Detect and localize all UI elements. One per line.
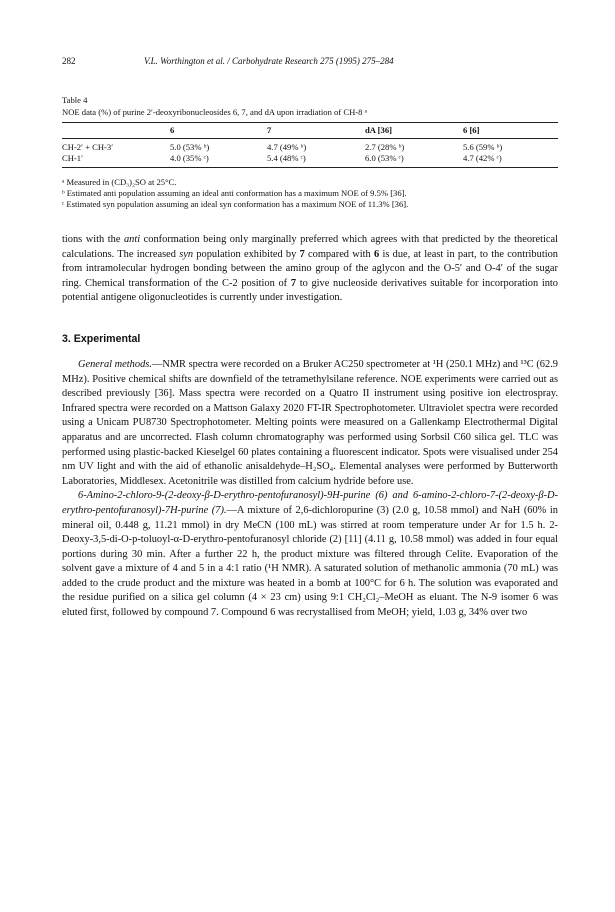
- table-footnotes: [62, 177, 558, 210]
- continuation-paragraph: [62, 233, 558, 306]
- table-cell: 2.7 (28% ᵇ): [365, 142, 405, 152]
- col-header-6-ref: 6 [6]: [463, 125, 480, 135]
- footnote-c: ᶜ Estimated syn population assuming an ideal syn conformation has a maximum NOE of 11.3% [36].: [62, 199, 409, 209]
- col-header-da: dA [36]: [365, 125, 392, 135]
- text-run: compared with: [304, 248, 374, 260]
- running-title: V.L. Worthington et al. / Carbohydrate Research 275 (1995) 275–284: [144, 56, 394, 66]
- table-cell: 5.6 (59% ᵇ): [463, 142, 503, 152]
- synthesis-paragraph: [62, 489, 558, 620]
- text-run: to give nucleoside derivatives suitable for incorporation into potential antigene oligonucleotides is currently under investigation.: [62, 277, 558, 304]
- table-cell: 6.0 (53% ᶜ): [365, 153, 404, 163]
- table-header-row: [62, 123, 558, 139]
- col-header-6: 6: [170, 125, 175, 135]
- section-heading: 3. Experimental: [62, 332, 141, 345]
- synthesis-body: —A mixture of 2,6-dichloropurine (3) (2.0 g, 10.58 mmol) and NaH (60% in mineral oil, 0.448 g, 11.21 mmol) in dry MeCN (100 mL) was stirred at room temperature under Ar for 1.5 h. 2-Deoxy-3,5-di-O-p-toluoyl-α-D-erythro-pentofuranosyl chloride (2) [11] (4.11 g, 10.58 mmol) was added in four equal portions during 30 min. After a further 22 h, the product mixture was filtered through Celite. Evaporation of the solvent gave a mixture of 4 and 5 in a 4:1 ratio (¹H NMR). A saturated solution of methanolic ammonia (70 mL) was added to the crude product and the mixture was heated in a bomb at 100°C for 6 h. The solution was evaporated and the residue purified on a silica gel column (4 × 23 cm) using 9:1 CH₂Cl₂–MeOH as eluant. The N-9 isomer 6 was eluted first, followed by compound 7. Compound 6 was recrystallised from MeOH; yield, 1.03 g, 34% over two: [62, 504, 558, 619]
- compound-ref: 6: [374, 248, 380, 260]
- table-label: Table 4: [62, 95, 88, 105]
- text-run: population exhibited by: [193, 248, 300, 260]
- text-run: tions with the: [62, 234, 124, 245]
- text-run-italic: syn: [179, 248, 194, 260]
- general-methods-title: General methods.: [78, 358, 152, 370]
- table-cell: 4.0 (35% ᶜ): [170, 153, 209, 163]
- compound-ref: 7: [299, 248, 305, 260]
- text-run-italic: anti: [123, 234, 141, 245]
- table-cell: 5.0 (53% ᵇ): [170, 142, 210, 152]
- general-methods-paragraph: [62, 358, 558, 489]
- text-run: is due, at least in part, to the contribution from intramolecular hydrogen bonding between the amino group of the aglycon and the O-5′ and O-4′ of the sugar ring. Chemical transformation of the C-2 position of: [62, 248, 558, 289]
- general-methods-body: —NMR spectra were recorded on a Bruker AC250 spectrometer at ¹H (250.1 MHz) and ¹³C (62.9 MHz). Positive chemical shifts are downfield of the tetramethylsilane reference. NOE experiments were carried out as described previously [36]. Mass spectra were recorded on a Quatro II instrument using positive ion electrospray. Infrared spectra were recorded on a Mattson Galaxy 2020 FT-IR Spectrophotometer. Ultraviolet spectra were recorded using a Unicam PU8730 Spectrophotometer. Melting points were measured on a Gallenkamp Electrothermal Digital apparatus and are uncorrected. Flash column chromatography was performed using Sorbsil C60 silica gel. TLC was performed using plastic-backed Kieselgel 60 plates containing a fluorescent indicator. Spots were visualised under 254 nm UV light and with the aid of ethanolic anisaldehyde–H₂SO₄. Elemental analyses were performed by Butterworth Laboratories, Middlesex. Acetonitrile was distilled from calcium hydride before use.: [62, 358, 558, 487]
- table-caption: NOE data (%) of purine 2′-deoxyribonucleosides 6, 7, and dA upon irradiation of CH-8 ᵃ: [62, 107, 367, 117]
- noe-table: [62, 122, 558, 168]
- journal-page: [62, 56, 558, 621]
- col-header-7: 7: [267, 125, 272, 135]
- table-row: [62, 139, 558, 154]
- running-header: [62, 56, 558, 70]
- table-cell: CH-1′: [62, 153, 83, 163]
- footnote-b: ᵇ Estimated anti population assuming an ideal anti conformation has a maximum NOE of 9.5% [36].: [62, 188, 407, 198]
- footnote-a: ᵃ Measured in (CD₃)₂SO at 25°C.: [62, 177, 177, 187]
- table-cell: 4.7 (49% ᵇ): [267, 142, 307, 152]
- compound-ref: 7: [290, 277, 297, 289]
- page-number: 282: [62, 56, 76, 66]
- table-cell: 4.7 (42% ᶜ): [463, 153, 502, 163]
- table-row: [62, 153, 558, 168]
- table-4: [62, 95, 558, 210]
- text-run: conformation being only marginally preferred which agrees with that predicted by the theoretical calculations. The increased: [62, 234, 559, 260]
- table-cell: CH-2′ + CH-3′: [62, 142, 114, 152]
- synthesis-title: 6-Amino-2-chloro-9-(2-deoxy-β-D-erythro-pentofuranosyl)-9H-purine (6) and 6-amino-2-chloro-7-(2-deoxy-β-D-erythro-pentofuranosyl)-7H-purine (7).: [62, 490, 558, 516]
- col-header-label: [62, 123, 170, 139]
- table-cell: 5.4 (48% ᶜ): [267, 153, 306, 163]
